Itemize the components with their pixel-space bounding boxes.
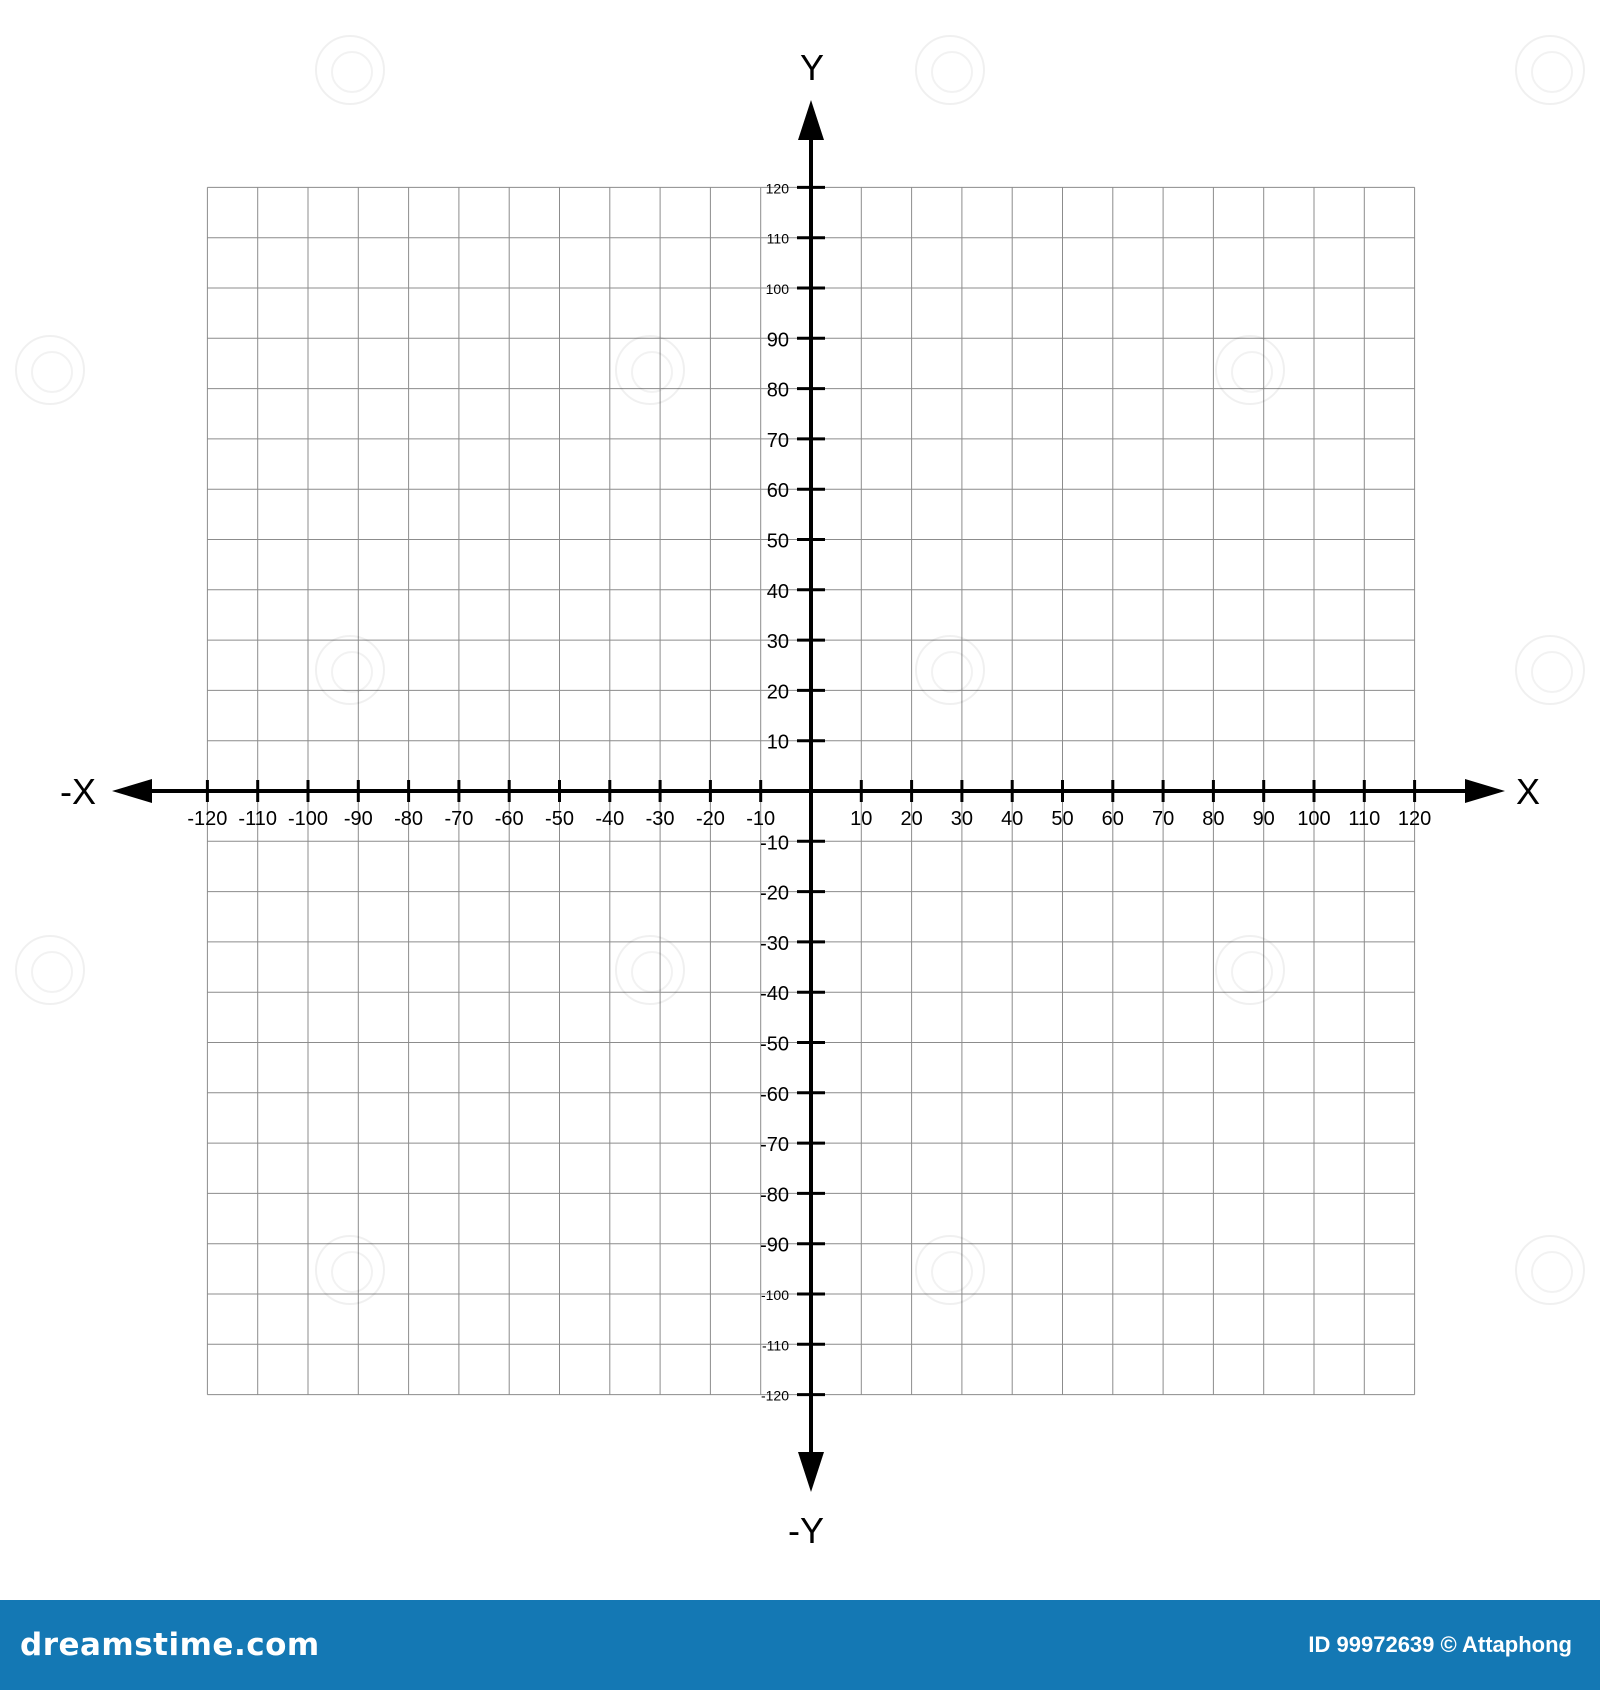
image-credit: ID 99972639 © Attaphong (1308, 1632, 1572, 1657)
x-tick-label: 110 (1348, 808, 1381, 830)
watermark-spiral-icon (315, 635, 385, 705)
y-tick-label: -10 (760, 832, 789, 855)
x-tick-label: -90 (343, 808, 373, 830)
y-tick-label: -110 (762, 1337, 789, 1354)
x-tick-label: -40 (595, 808, 625, 830)
y-tick-label: -100 (760, 1287, 789, 1303)
watermark-spiral-icon (1215, 335, 1285, 405)
x-tick-label: -30 (645, 808, 675, 830)
x-tick-label: 120 (1397, 808, 1432, 830)
watermark-spiral-icon (1515, 1235, 1585, 1305)
y-tick-label: 70 (766, 429, 789, 452)
x-tick-label: -10 (746, 808, 776, 830)
y-tick-label: 30 (766, 631, 789, 654)
y-tick-label: -40 (760, 983, 789, 1006)
x-tick-label: 80 (1202, 808, 1225, 830)
y-tick-label: 20 (766, 681, 789, 704)
x-tick-label: -70 (444, 808, 474, 830)
x-tick-label: 40 (1001, 808, 1024, 830)
y-tick-label: 120 (765, 180, 789, 197)
y-tick-label: 90 (766, 329, 789, 352)
y-tick-label: 80 (766, 379, 789, 402)
y-tick-label: -30 (760, 932, 789, 955)
watermark-spiral-icon (15, 335, 85, 405)
x-tick-label: 70 (1151, 808, 1175, 830)
y-tick-label: -20 (760, 882, 789, 905)
x-tick-label: -110 (238, 808, 277, 830)
y-negative-label: -Y (788, 1510, 824, 1551)
watermark-spiral-icon (315, 35, 385, 105)
watermark-spiral-icon (15, 935, 85, 1005)
watermark-spiral-icon (1515, 35, 1585, 105)
x-tick-label: -60 (494, 808, 524, 830)
y-tick-label: -90 (760, 1234, 789, 1257)
watermark-spiral-icon (315, 1235, 385, 1305)
watermark-spiral-icon (915, 635, 985, 705)
watermark-spiral-icon (615, 935, 685, 1005)
y-tick-label: -60 (760, 1083, 789, 1106)
x-tick-label: 30 (950, 808, 974, 830)
y-tick-label: -70 (760, 1134, 789, 1157)
x-tick-label: -100 (287, 808, 329, 830)
x-tick-label: 50 (1051, 808, 1074, 830)
watermark-spiral-icon (615, 335, 685, 405)
brand-logo-text[interactable]: dreamstime.com (20, 1627, 320, 1663)
y-positive-label: Y (799, 47, 825, 88)
footer-bar (0, 1600, 1600, 1690)
y-tick-label: -80 (760, 1184, 789, 1207)
x-tick-label: 90 (1252, 808, 1275, 830)
x-negative-arrow-icon (112, 779, 152, 803)
x-tick-label: 20 (900, 808, 923, 830)
y-tick-label: 60 (766, 480, 789, 503)
y-tick-label: 10 (766, 731, 789, 754)
y-tick-label: 50 (766, 530, 789, 553)
y-positive-arrow-icon (798, 100, 824, 140)
x-tick-label: -20 (695, 808, 725, 830)
x-tick-label: -80 (394, 808, 424, 830)
watermark-spiral-icon (1515, 635, 1585, 705)
y-tick-label: 40 (766, 580, 789, 603)
watermark-spiral-icon (915, 35, 985, 105)
x-tick-label: -50 (545, 808, 574, 830)
y-tick-label: -120 (760, 1387, 789, 1404)
y-tick-label: 110 (766, 230, 789, 247)
x-positive-arrow-icon (1465, 779, 1505, 803)
x-positive-label: X (1515, 771, 1541, 812)
watermark-spiral-icon (915, 1235, 985, 1305)
x-negative-label: -X (60, 771, 96, 812)
y-tick-label: -50 (760, 1033, 789, 1056)
watermark-spiral-icon (1215, 935, 1285, 1005)
y-negative-arrow-icon (798, 1452, 824, 1492)
x-tick-label: -120 (187, 808, 228, 830)
y-tick-label: 100 (765, 281, 789, 297)
x-tick-label: 60 (1101, 808, 1124, 830)
x-tick-label: 10 (850, 808, 873, 830)
x-tick-label: 100 (1297, 808, 1331, 830)
